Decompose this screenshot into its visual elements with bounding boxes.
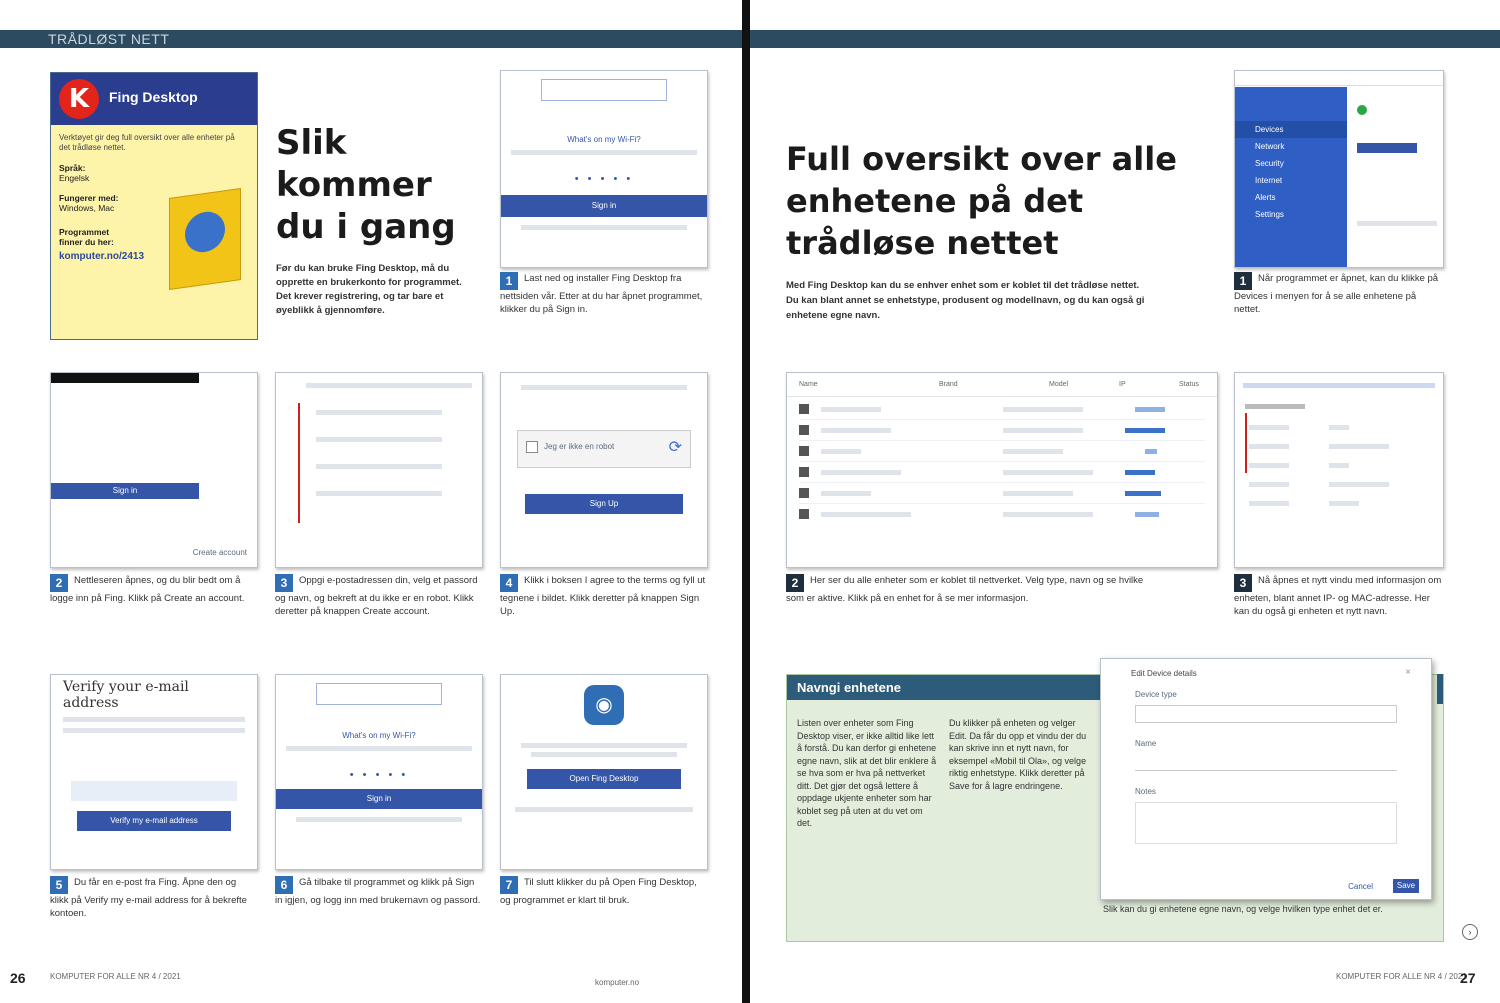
table-row [799, 504, 1205, 524]
verify-heading: Verify your e-mail address [63, 679, 189, 711]
right-step-3-caption: Nå åpnes et nytt vindu med informasjon om enheten, blant annet IP- og MAC-adresse. Her kan du også gi enheten et nytt navn. [1234, 575, 1442, 617]
footer-url: komputer.no [595, 978, 640, 987]
sidebar-item: Internet [1255, 176, 1283, 185]
mock-create-account-link: Create account [192, 548, 247, 557]
sidebar-item: Security [1255, 159, 1284, 168]
step-2-caption: Nettleseren åpnes, og du blir bedt om å logge inn på Fing. Klikk på Create an account. [50, 575, 245, 604]
screenshot-right-step-2 [786, 372, 1218, 568]
step-5-caption: Du får en e-post fra Fing. Åpne den og klikk på Verify my e-mail address for å bekrefte kontoen. [50, 877, 247, 919]
mock-sign-in-button-3: Sign in [276, 789, 482, 809]
field-label: Name [1135, 739, 1157, 748]
mock-open-fing-button: Open Fing Desktop [527, 769, 681, 789]
device-type-select [1135, 705, 1397, 723]
printer-icon [799, 509, 809, 519]
screenshot-step-5 [50, 674, 258, 870]
step-number: 4 [500, 574, 518, 592]
mock-cancel-button: Cancel [1348, 882, 1373, 891]
captcha-label: Jeg er ikke en robot [544, 442, 615, 451]
page-number-right: 27 [1460, 970, 1476, 986]
mock-verify-button: Verify my e-mail address [77, 811, 231, 831]
right-step-2-caption: Her ser du alle enheter som er koblet til nettverket. Velg type, navn og se hvilke som er aktive. Klikk på en enhet for å se mer informasjon. [786, 575, 1144, 604]
screenshot-right-step-3 [1234, 372, 1444, 568]
page-gutter [742, 0, 750, 1003]
step-4-caption: Klikk i boksen I agree to the terms og fyll ut tegnene i bildet. Klikk deretter på knappen Sign Up. [500, 575, 706, 617]
right-intro: Med Fing Desktop kan du se enhver enhet som er koblet til det trådløse nettet. Du kan blant annet se enhetstype, produsent og modellnavn, og du kan også gi enhetene egne navn. [786, 280, 1145, 321]
step-number: 2 [50, 574, 68, 592]
router-icon [799, 446, 809, 456]
left-intro: Før du kan bruke Fing Desktop, må du opprette en brukerkonto for programmet. Det krever registrering, og tar bare et øyeblikk å gjennomføre. [276, 263, 462, 316]
mock-signup-button: Sign Up [525, 494, 683, 514]
mock-sign-in-button: Sign in [501, 195, 707, 217]
section-label: TRÅDLØST NETT [48, 31, 170, 47]
dots-indicator-2: • • • • • [349, 769, 409, 781]
red-marker [298, 403, 300, 523]
sidebar-item: Alerts [1255, 193, 1276, 202]
mock-save-button: Save [1393, 879, 1419, 893]
sidebox-col1: Listen over enheter som Fing Desktop viser, er ikke alltid like lett å forstå. Du kan derfor gi enhetene egne navn, slik at det blir enklere å se hva som er hva på nettverket ditt. Det gjør det også lettere å oppdage ukjente enheter som har koblet seg på uten at du vet om det. [797, 718, 937, 828]
screenshot-step-7 [500, 674, 708, 870]
mock-sidebar [1235, 87, 1347, 267]
step-number: 3 [275, 574, 293, 592]
table-row [799, 399, 1205, 420]
download-link[interactable]: komputer.no/2413 [59, 251, 145, 262]
tv-icon [799, 488, 809, 498]
wifi-question: What's on my Wi-Fi? [567, 135, 641, 144]
fing-logo-icon [185, 209, 225, 255]
sidebox-title: Navngi enhetene [787, 675, 1103, 700]
left-page-title: Slik kommer du i gang [276, 123, 456, 247]
table-row [799, 441, 1205, 462]
wifi-question-2: What's on my Wi-Fi? [342, 731, 416, 740]
program-desc: Verktøyet gir deg full oversikt over alle enheter på det trådløse nettet. [59, 133, 235, 152]
notes-field [1135, 802, 1397, 844]
screenshot-right-step-1 [1234, 70, 1444, 268]
komputer-logo-icon: K [59, 79, 99, 119]
software-box-icon [169, 188, 241, 290]
recaptcha-icon: ⟳ [668, 439, 682, 456]
step-6-caption: Gå tilbake til programmet og klikk på Sign in igjen, og logg inn med brukernavn og passord. [275, 877, 481, 906]
program-title: Fing Desktop [109, 89, 198, 105]
arrow-right-icon: › [1462, 924, 1478, 940]
fing-app-icon: ◉ [584, 685, 624, 725]
field-label: Notes [1135, 787, 1156, 796]
table-row [799, 462, 1205, 483]
dots-indicator: • • • • • [574, 173, 634, 185]
right-step-1-caption: Når programmet er åpnet, kan du klikke på Devices i menyen for å se alle enhetene på nettet. [1234, 273, 1439, 315]
program-box-header [51, 73, 257, 125]
sidebar-item: Devices [1235, 121, 1347, 138]
mock-sign-in-button-2: Sign in [51, 483, 199, 499]
close-icon: × [1405, 667, 1411, 678]
footer-magazine-left: KOMPUTER FOR ALLE NR 4 / 2021 [50, 972, 181, 981]
mock-table-header: Name Brand Model IP Status [787, 373, 1217, 397]
compat-value: Windows, Mac [59, 203, 115, 213]
captcha-box [517, 430, 691, 468]
sidebar-item: Settings [1255, 210, 1284, 219]
screenshot-step-2 [50, 372, 258, 568]
screenshot-step-3 [275, 372, 483, 568]
table-row [799, 420, 1205, 441]
step-number: 6 [275, 876, 293, 894]
step-number: 1 [1234, 272, 1252, 290]
program-info-box [50, 72, 258, 340]
field-label: Device type [1135, 690, 1177, 699]
screenshot-step-4 [500, 372, 708, 568]
step-number: 1 [500, 272, 518, 290]
captcha-checkbox-icon [526, 441, 538, 453]
computer-icon [799, 425, 809, 435]
section-bar-right [750, 30, 1500, 48]
step-7-caption: Til slutt klikker du på Open Fing Desktop, og programmet er klart til bruk. [500, 877, 697, 906]
language-value: Engelsk [59, 173, 90, 183]
status-ok-icon [1357, 105, 1367, 115]
download-label: Programmet finner du her: [59, 227, 114, 247]
right-page-title: Full oversikt over alle enhetene på det trådløse nettet [786, 140, 1177, 262]
compat-label: Fungerer med: [59, 193, 119, 203]
step-number: 3 [1234, 574, 1252, 592]
footer-magazine-right: KOMPUTER FOR ALLE NR 4 / 2021 [1336, 972, 1467, 981]
sidebox-note: Slik kan du gi enhetene egne navn, og velge hvilken type enhet det er. [1103, 904, 1383, 914]
screenshot-step-1 [500, 70, 708, 268]
step-3-caption: Oppgi e-postadressen din, velg et passord og navn, og bekreft at du ikke er en robot. Klikk deretter på knappen Create account. [275, 575, 478, 617]
red-marker [1245, 413, 1247, 473]
page-number-left: 26 [10, 970, 26, 986]
step-number: 2 [786, 574, 804, 592]
step-number: 5 [50, 876, 68, 894]
sidebar-item: Network [1255, 142, 1285, 151]
table-row [799, 483, 1205, 504]
dialog-title: Edit Device details [1131, 669, 1197, 678]
screenshot-step-6 [275, 674, 483, 870]
computer-icon [799, 467, 809, 477]
step-1-caption: Last ned og installer Fing Desktop fra nettsiden vår. Etter at du har åpnet programmet, klikker du på Sign in. [500, 273, 703, 315]
step-number: 7 [500, 876, 518, 894]
sidebox-col2: Du klikker på enheten og velger Edit. Da får du opp et vindu der du kan skrive inn et nytt navn, for eksempel «Mobil til Ola», og velge riktig enhetstype. Klikk deretter på Save for å lagre endringene. [949, 718, 1087, 791]
mock-edit-dialog [1100, 658, 1432, 900]
phone-icon [799, 404, 809, 414]
name-field [1135, 754, 1397, 771]
language-label: Språk: [59, 163, 86, 173]
